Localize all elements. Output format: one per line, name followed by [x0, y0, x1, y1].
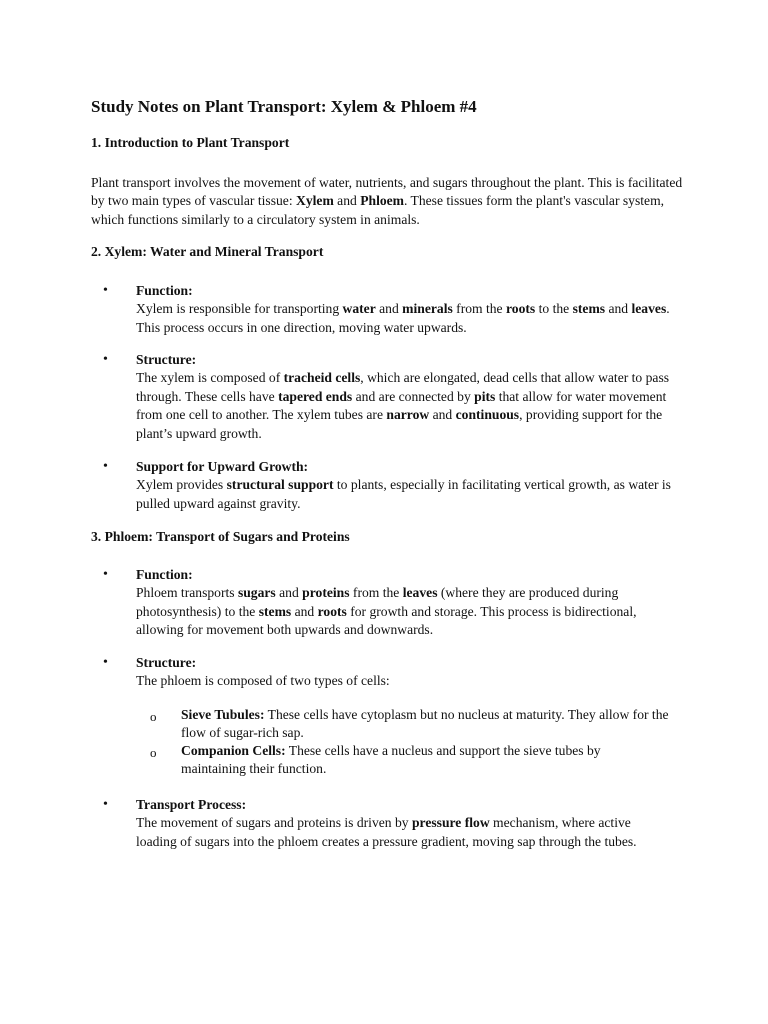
phloem-function-item: Function: Phloem transports sugars and proteins from the leaves (where they are produced during photosynthesis) to the stems and roots for growth and storage. This process is bidirectional, allowing for movement both upwards and downwards. [136, 567, 637, 638]
xylem-function-item: Function: Xylem is responsible for transporting water and minerals from the roots to the stems and leaves. This process occurs in one direction, moving water upwards. [136, 283, 670, 335]
sieve-tubules-item: Sieve Tubules: These cells have cytoplasm but no nucleus at maturity. They allow for the flow of sugar-rich sap. [181, 707, 669, 741]
phloem-structure-item [136, 654, 696, 691]
item-label: Structure: [136, 352, 197, 367]
section-1-paragraph: Plant transport involves the movement of water, nutrients, and sugars throughout the plant. This is facilitated by two main types of vascular tissue: Xylem and Phloem. These tissues form the plant's vascular system, which functions similarly to a circulatory system in animals. [91, 175, 683, 227]
bullet-marker: • [103, 459, 108, 474]
item-label: Transport Process: [136, 797, 247, 812]
item-label: Function: [136, 567, 193, 582]
structure-intro: The phloem is composed of two types of cells: [136, 673, 390, 689]
section-3-heading: 3. Phloem: Transport of Sugars and Proteins [91, 529, 350, 544]
bullet-marker: • [103, 797, 108, 812]
item-label: Function: [136, 283, 193, 298]
bullet-marker: • [103, 567, 108, 582]
companion-cells-item: Companion Cells: These cells have a nucleus and support the sieve tubes by maintaining their function. [181, 743, 601, 777]
bullet-marker: • [103, 352, 108, 367]
item-label: Support for Upward Growth: [136, 459, 309, 474]
phloem-process-item: Transport Process: The movement of sugars and proteins is driven by pressure flow mechanism, where active loading of sugars into the phloem creates a pressure gradient, moving sap through the tubes. [136, 797, 637, 849]
xylem-structure-item: Structure: The xylem is composed of tracheid cells, which are elongated, dead cells that allow water to pass through. These cells have tapered ends and are connected by pits that allow for water movement from one cell to another. The xylem tubes are narrow and continuous, providing support for the plant’s upward growth. [136, 352, 670, 441]
section-2-heading: 2. Xylem: Water and Mineral Transport [91, 244, 324, 259]
sub-bullet-marker: o [150, 745, 157, 760]
section-1-heading: 1. Introduction to Plant Transport [91, 135, 290, 150]
bullet-marker: • [103, 283, 108, 298]
page-title: Study Notes on Plant Transport: Xylem & Phloem #4 [91, 97, 477, 116]
item-label: Structure: [136, 655, 197, 670]
sub-bullet-marker: o [150, 709, 157, 724]
bullet-marker: • [103, 655, 108, 670]
xylem-support-item: Support for Upward Growth: Xylem provides structural support to plants, especially in facilitating vertical growth, as water is pulled upward against gravity. [136, 459, 671, 511]
